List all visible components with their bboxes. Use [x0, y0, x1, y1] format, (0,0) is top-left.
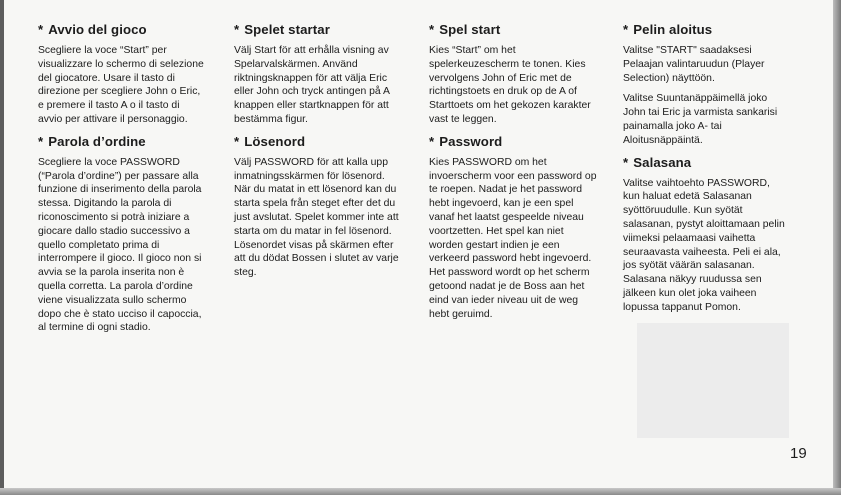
section-heading — [38, 134, 236, 150]
column-finnish — [623, 22, 815, 322]
heading-text: Spel start — [439, 22, 501, 37]
column-swedish — [234, 22, 424, 287]
bullet-icon: * — [429, 133, 435, 149]
page-edge-bottom — [0, 488, 841, 495]
section-pelin-aloitus — [623, 22, 815, 148]
paragraph: Kies PASSWORD om het invoerscherm voor een password op te roepen. Nadat je het password hebt ingevoerd, kan je een spel vanaf het laatst gespeelde niveau voortzetten. Het spel kan niet worden gestart indien je een verkeerd password hebt ingevoerd. Het password wordt op het scherm getoond nadat je de Boss aan het eind van ieder niveau uit de weg hebt geruimd. — [429, 156, 597, 320]
section-heading — [429, 134, 621, 150]
section-heading — [623, 22, 815, 38]
heading-text: Pelin aloitus — [633, 22, 713, 37]
screenshot-placeholder — [637, 323, 789, 438]
heading-text: Lösenord — [244, 133, 306, 149]
section-losenord — [234, 134, 424, 280]
paragraph: Välj Start för att erhålla visning av Spelarvalskärmen. Använd riktningsknappen för att välja Eric eller John och tryck antingen på A knappen eller startknappen för att bestämma figur. — [234, 45, 390, 125]
section-parola-d-ordine — [38, 134, 236, 335]
paragraph: Scegliere la voce “Start” per visualizzare lo schermo di selezione del giocatore. Usare il tasto di direzione per scegliere John o Eric, e premere il tasto A o il tasto di avvio per attivare il personaggio. — [38, 45, 204, 125]
bullet-icon: * — [623, 154, 629, 170]
page-edge-right — [833, 0, 841, 495]
bullet-icon: * — [623, 22, 629, 37]
paragraph: Scegliere la voce PASSWORD (“Parola d’ordine”) per passare alla funzione di inserimento della parola stessa. Digitando la parola di riconoscimento si potrà iniziare a giocare dallo stadio successivo a quello completato prima di interrompere il gioco. Il gioco non si avvia se la parola inserita non è quella corretta. La parola d’ordine viene visualizzata sullo schermo dopo che è stato ucciso il capoccia, al termine di ogni stadio. — [38, 156, 202, 334]
page-number: 19 — [790, 445, 807, 462]
paragraph: Välj PASSWORD för att kalla upp inmatningsskärmen för lösenord. När du matat in ett lösenord kan du starta spela från steget efter det du just avslutat. Spelet kommer inte att starta om du matar in fel lösenord. Lösenordet visas på skärmen efter att du dödat Bossen i slutet av varje steg. — [234, 156, 399, 279]
section-password — [429, 134, 621, 322]
bullet-icon: * — [234, 133, 240, 149]
section-heading — [234, 134, 424, 150]
heading-text: Spelet startar — [244, 22, 330, 37]
column-dutch — [429, 22, 621, 328]
bullet-icon: * — [429, 22, 435, 37]
paragraph: Valitse "START" saadaksesi Pelaajan valintaruudun (Player Selection) näyttöön. — [623, 45, 765, 84]
section-heading — [234, 22, 424, 38]
bullet-icon: * — [38, 133, 44, 149]
section-heading — [623, 155, 815, 171]
heading-text: Avvio del gioco — [48, 22, 147, 37]
section-avvio-del-gioco — [38, 22, 236, 127]
heading-text: Salasana — [633, 154, 692, 170]
column-italian — [38, 22, 236, 342]
section-spelet-startar — [234, 22, 424, 127]
section-heading — [429, 22, 621, 38]
section-spel-start — [429, 22, 621, 127]
bullet-icon: * — [38, 22, 44, 37]
heading-text: Parola d’ordine — [48, 133, 146, 149]
paragraph: Valitse vaihtoehto PASSWORD, kun haluat edetä Salasanan syöttöruudulle. Kun syötät salasanan, pystyt aloittamaan pelin viimeksi pelaamaasi vaihetta seuraavasta vaiheesta. Peli ei ala, jos syötät väärän salasanan. Salasana näkyy ruudussa sen jälkeen kun olet joka vaiheen lopussa tappanut Pomon. — [623, 177, 785, 313]
bullet-icon: * — [234, 22, 240, 37]
section-heading — [38, 22, 236, 38]
paragraph: Valitse Suuntanäppäimellä joko John tai Eric ja varmista sankarisi painamalla joko A- tai Aloitusnäppäintä. — [623, 93, 778, 146]
section-salasana — [623, 155, 815, 315]
paragraph: Kies “Start” om het spelerkeuzescherm te tonen. Kies vervolgens John of Eric met de richtingstoets en druk op de A of Starttoets om het gekozen karakter vast te leggen. — [429, 45, 591, 125]
heading-text: Password — [439, 133, 503, 149]
